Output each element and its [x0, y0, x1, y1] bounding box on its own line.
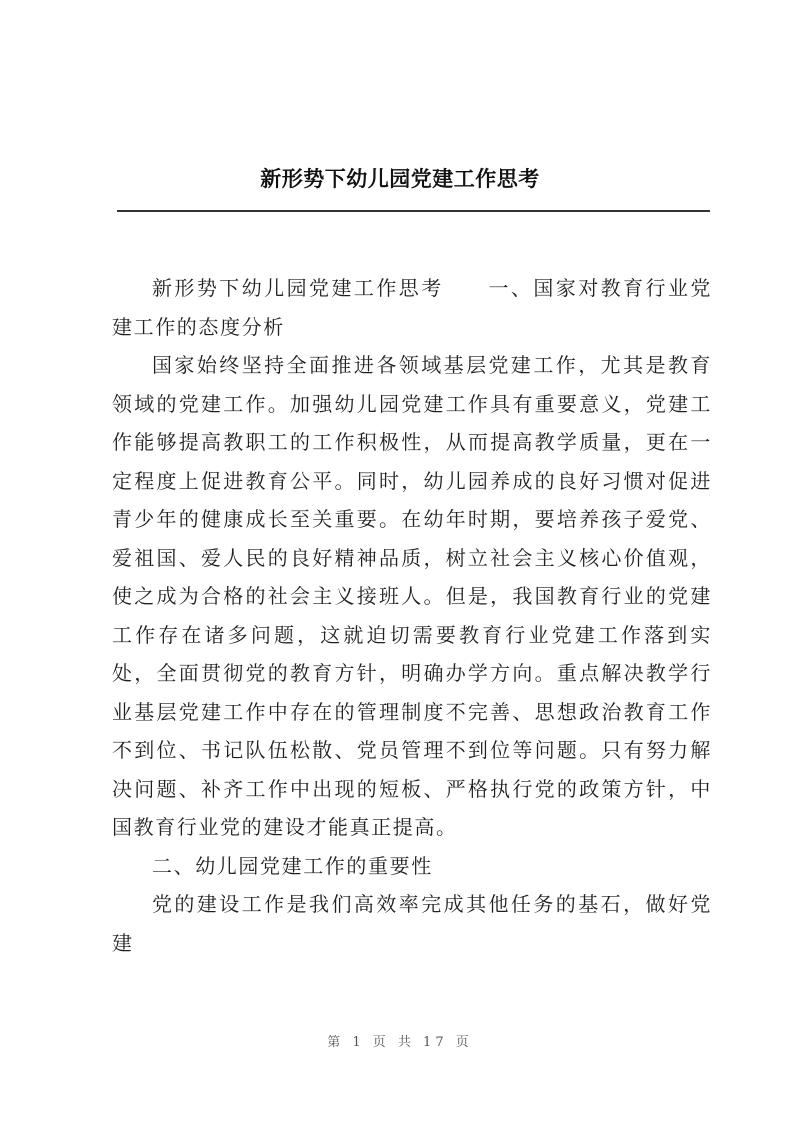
document-body	[112, 269, 712, 962]
paragraph-main: 国家始终坚持全面推进各领域基层党建工作，尤其是教育领域的党建工作。加强幼儿园党建工作具有重要意义，党建工作能够提高教职工的工作积极性，从而提高教学质量，更在一定程度上促进教育公平。同时，幼儿园养成的良好习惯对促进青少年的健康成长至关重要。在幼年时期，要培养孩子爱党、爱祖国、爱人民的良好精神品质，树立社会主义核心价值观，使之成为合格的社会主义接班人。但是，我国教育行业的党建工作存在诸多问题，这就迫切需要教育行业党建工作落到实处，全面贯彻党的教育方针，明确办学方向。重点解决教学行业基层党建工作中存在的管理制度不完善、思想政治教育工作不到位、书记队伍松散、党员管理不到位等问题。只有努力解决问题、补齐工作中出现的短板、严格执行党的政策方针，中国教育行业党的建设才能真正提高。	[112, 353, 712, 839]
page-footer: 第 1 页 共 17 页	[327, 1035, 473, 1050]
document-title: 新形势下幼儿园党建工作思考	[260, 167, 540, 191]
title-underline	[117, 210, 710, 212]
section-heading: 二、幼儿园党建工作的重要性	[152, 853, 433, 878]
paragraph-continued: 党的建设工作是我们高效率完成其他任务的基石，做好党建	[112, 892, 712, 955]
paragraph-intro: 新形势下幼儿园党建工作思考 一、国家对教育行业党建工作的态度分析	[112, 276, 712, 339]
